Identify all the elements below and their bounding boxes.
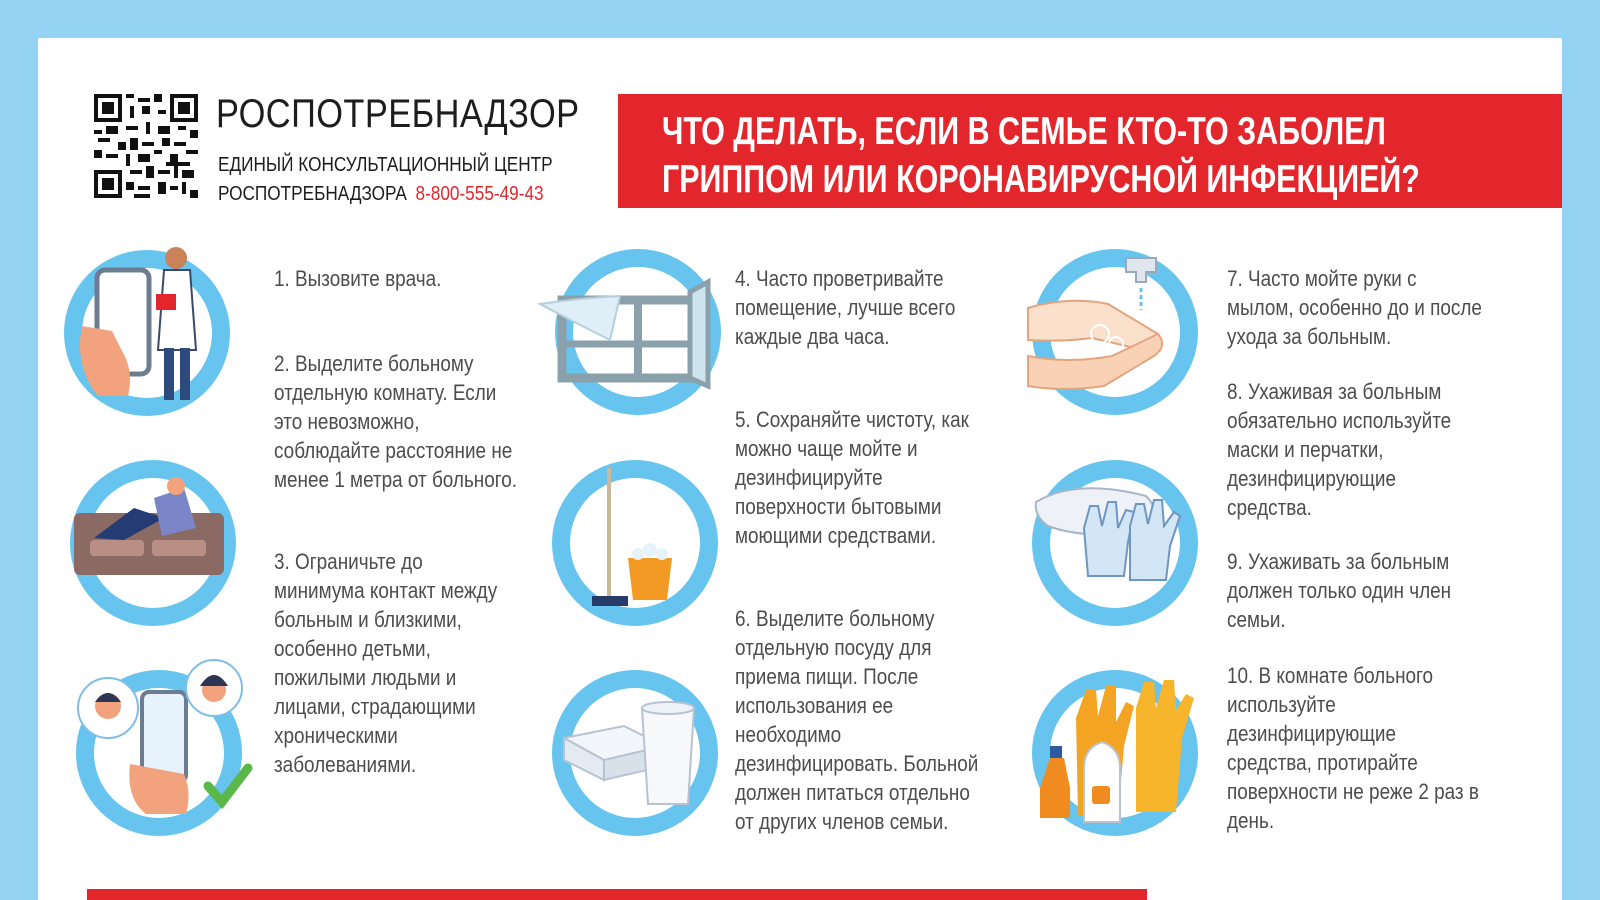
- step-1: 1. Вызовите врача.: [274, 266, 442, 291]
- mop-bucket-icon: [550, 458, 720, 628]
- dishes-icon: [550, 668, 720, 838]
- phone-doctor-icon: [64, 248, 234, 418]
- brand-name: РОСПОТРЕБНАДЗОР: [216, 92, 580, 136]
- bottom-red-bar: [87, 889, 1147, 900]
- title-banner: [618, 94, 1562, 208]
- consult-line-2: РОСПОТРЕБНАДЗОРА: [218, 183, 407, 205]
- qr-code-icon: [94, 94, 198, 198]
- step-2: 2. Выделите больному отдельную комнату. Если это невозможно, соблюдайте расстояние не менее 1 метра от больного.: [274, 351, 518, 492]
- step-7: 7. Часто мойте руки с мылом, особенно до и после ухода за больным.: [1227, 266, 1482, 349]
- title-line-2: ГРИППОМ ИЛИ КОРОНАВИРУСНОЙ ИНФЕКЦИЕЙ?: [662, 158, 1420, 201]
- title-line-1: ЧТО ДЕЛАТЬ, ЕСЛИ В СЕМЬЕ КТО-ТО ЗАБОЛЕЛ: [662, 110, 1386, 153]
- hotline-phone: 8-800-555-49-43: [415, 183, 544, 205]
- page-title: [662, 108, 1442, 204]
- step-9: 9. Ухаживать за больным должен только один член семьи.: [1227, 549, 1452, 632]
- consult-line-1: ЕДИНЫЙ КОНСУЛЬТАЦИОННЫЙ ЦЕНТР: [218, 154, 553, 176]
- consultation-center: [218, 151, 553, 209]
- step-4: 4. Часто проветривайте помещение, лучше всего каждые два часа.: [735, 266, 956, 349]
- disinfectant-icon: [1028, 668, 1198, 838]
- step-10: 10. В комнате больного используйте дезинфицирующие средства, протирайте поверхности не реже 2 раз в день.: [1227, 663, 1479, 833]
- step-6: 6. Выделите больному отдельную посуду для приема пищи. После использования ее необходимо дезинфицировать. Больной должен питаться отдельно от других членов семьи.: [735, 606, 979, 834]
- video-call-icon: [76, 668, 246, 838]
- poster-sheet: [38, 38, 1562, 900]
- step-5: 5. Сохраняйте чистоту, как можно чаще мойте и дезинфицируйте поверхности бытовыми моющими средствами.: [735, 407, 969, 548]
- hand-washing-icon: [1028, 248, 1198, 418]
- step-3: 3. Ограничьте до минимума контакт между больным и близкими, особенно детьми, пожилыми людьми и лицами, страдающими хроническими заболеваниями.: [274, 549, 498, 777]
- open-window-icon: [540, 248, 710, 418]
- couch-patient-icon: [64, 458, 234, 628]
- mask-gloves-icon: [1028, 458, 1198, 628]
- step-8: 8. Ухаживая за больным обязательно используйте маски и перчатки, дезинфицирующие средства.: [1227, 379, 1452, 520]
